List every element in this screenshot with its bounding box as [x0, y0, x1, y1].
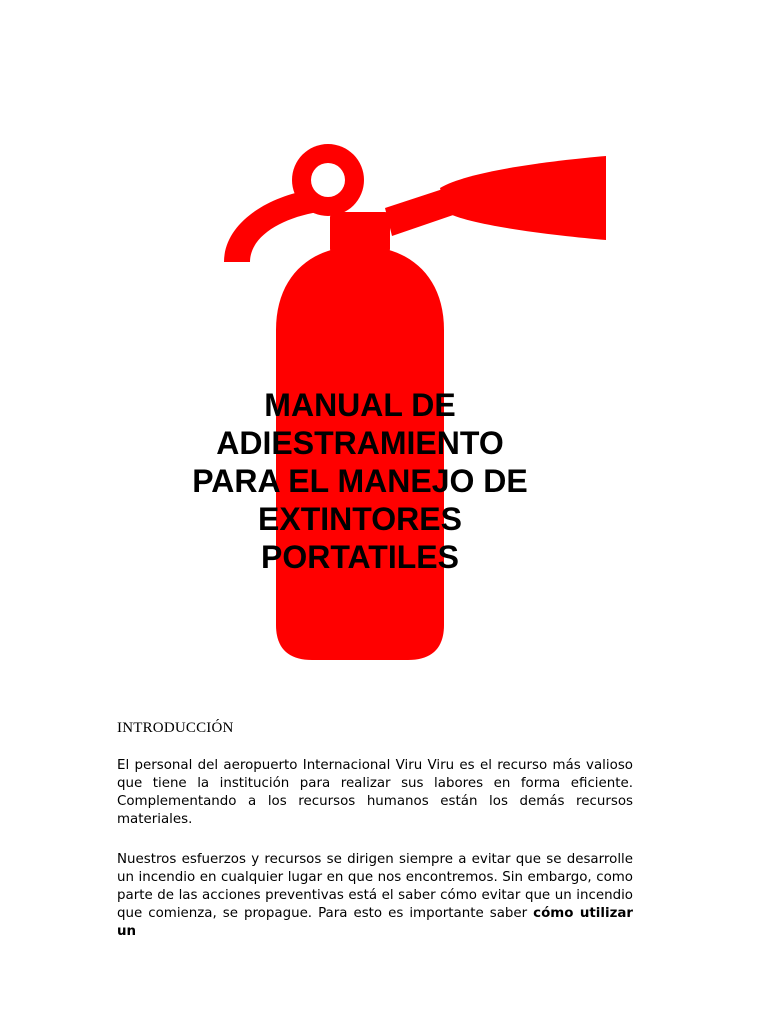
intro-paragraph-1: El personal del aeropuerto Internacional Viru Viru es el recurso más valioso que tiene la institución para realizar sus labores en forma eficiente. Complementando a los recursos humanos están los demás recursos materiales. [117, 758, 633, 827]
title-line: ADIESTRAMIENTO [216, 425, 504, 461]
intro-paragraph-2-text: Nuestros esfuerzos y recursos se dirigen siempre a evitar que se desarrolle un incendio en cualquier lugar en que nos encontremos. Sin embargo, como parte de las acciones preventivas está el saber cómo evitar que un incendio que comienza, se propague. Para esto es importante saber [117, 852, 633, 921]
intro-paragraph-2-bold: cómo utilizar un [117, 906, 634, 939]
title-line: PARA EL MANEJO DE [192, 463, 528, 499]
title-line: EXTINTORES [258, 501, 462, 537]
extinguisher-ring-hole [311, 163, 345, 197]
title-line: PORTATILES [261, 539, 459, 575]
section-heading: INTRODUCCIÓN [117, 720, 234, 736]
document-title [180, 386, 540, 576]
title-line: MANUAL DE [264, 387, 456, 423]
intro-paragraph-2 [117, 851, 633, 941]
